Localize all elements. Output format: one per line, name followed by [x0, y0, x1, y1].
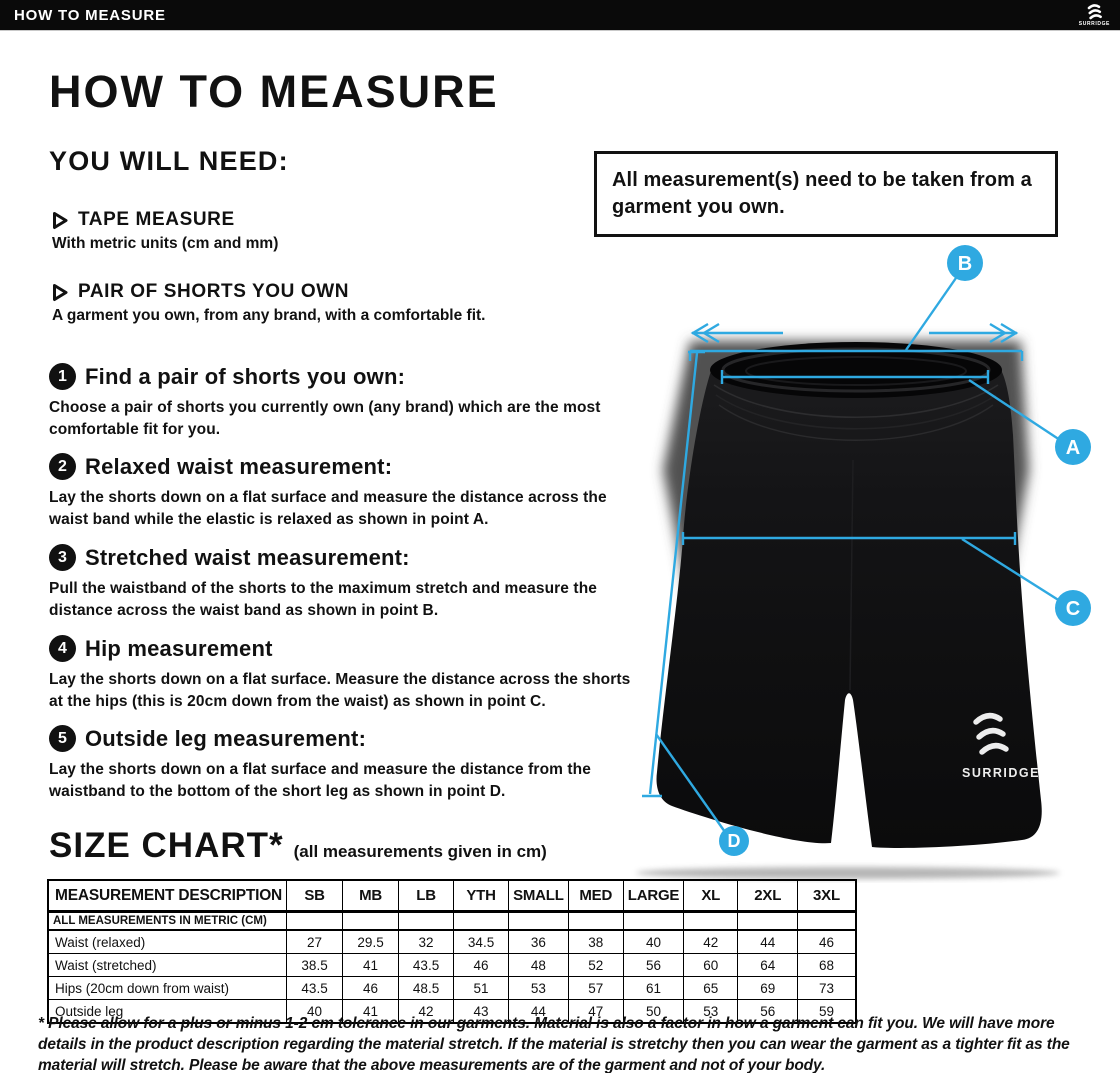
- value-cell: 44: [509, 1000, 569, 1024]
- step-title: Find a pair of shorts you own:: [85, 363, 406, 389]
- step-description: Lay the shorts down on a flat surface and measure the distance from the waistband to the bottom of the short leg as shown in point D.: [49, 761, 591, 801]
- value-cell: 41: [343, 954, 399, 977]
- top-bar-title: HOW TO MEASURE: [14, 6, 166, 24]
- row-label-cell: Waist (stretched): [48, 954, 287, 977]
- value-cell: 46: [454, 954, 509, 977]
- col-header-size: MB: [343, 880, 399, 912]
- step-3: [49, 544, 659, 623]
- empty-cell: [343, 912, 399, 931]
- size-chart-heading: [49, 826, 547, 866]
- value-cell: 46: [798, 930, 856, 954]
- value-cell: 43.5: [399, 954, 454, 977]
- garment-logo-text: SURRIDGE: [962, 766, 1040, 780]
- step-2: [49, 453, 659, 532]
- value-cell: 53: [684, 1000, 738, 1024]
- value-cell: 65: [684, 977, 738, 1000]
- measurement-note-box: All measurement(s) need to be taken from a garment you own.: [594, 151, 1058, 237]
- need-item-desc: With metric units (cm and mm): [52, 235, 279, 252]
- col-header-size: XL: [684, 880, 738, 912]
- step-title: Stretched waist measurement:: [85, 544, 410, 570]
- empty-cell: [454, 912, 509, 931]
- empty-cell: [399, 912, 454, 931]
- shorts-shadow: [636, 867, 1060, 879]
- need-item-shorts: [51, 281, 485, 325]
- value-cell: 59: [798, 1000, 856, 1024]
- size-chart-body: [48, 912, 856, 1024]
- value-cell: 47: [568, 1000, 623, 1024]
- need-item-tape-measure: [51, 209, 278, 253]
- value-cell: 43.5: [287, 977, 343, 1000]
- value-cell: 36: [509, 930, 569, 954]
- step-number-badge: 1: [49, 363, 76, 390]
- step-description: Lay the shorts down on a flat surface and measure the distance across the waist band while the elastic is relaxed as shown in point A.: [49, 489, 607, 529]
- empty-cell: [738, 912, 798, 931]
- col-header-size: 3XL: [798, 880, 856, 912]
- surridge-logo-icon: [1079, 4, 1110, 27]
- col-header-description: MEASUREMENT DESCRIPTION: [48, 880, 287, 912]
- value-cell: 38: [568, 930, 623, 954]
- you-will-need-heading: YOU WILL NEED:: [49, 146, 289, 176]
- step-title: Outside leg measurement:: [85, 725, 367, 751]
- value-cell: 68: [798, 954, 856, 977]
- page-title: HOW TO MEASURE: [49, 66, 499, 117]
- empty-cell: [509, 912, 569, 931]
- value-cell: 44: [738, 930, 798, 954]
- value-cell: 46: [343, 977, 399, 1000]
- value-cell: 43: [454, 1000, 509, 1024]
- unit-note-row: [48, 912, 856, 931]
- top-bar-brand-label: SURRIDGE: [1078, 20, 1110, 27]
- value-cell: 51: [454, 977, 509, 1000]
- value-cell: 38.5: [287, 954, 343, 977]
- value-cell: 52: [568, 954, 623, 977]
- step-5: [49, 725, 659, 804]
- size-chart-header: [48, 880, 856, 912]
- value-cell: 56: [738, 1000, 798, 1024]
- col-header-size: YTH: [454, 880, 509, 912]
- value-cell: 34.5: [454, 930, 509, 954]
- top-bar: [0, 0, 1120, 31]
- size-chart-table: [47, 879, 857, 1024]
- leader-line-b: [906, 278, 956, 350]
- need-item-desc: A garment you own, from any brand, with a comfortable fit.: [52, 307, 486, 324]
- row-label-cell: Hips (20cm down from waist): [48, 977, 287, 1000]
- value-cell: 27: [287, 930, 343, 954]
- step-number-badge: 5: [49, 725, 76, 752]
- table-row: [48, 954, 856, 977]
- value-cell: 60: [684, 954, 738, 977]
- row-label-cell: Outside leg: [48, 1000, 287, 1024]
- value-cell: 61: [623, 977, 684, 1000]
- value-cell: 32: [399, 930, 454, 954]
- step-title: Hip measurement: [85, 635, 273, 661]
- need-item-title: TAPE MEASURE: [78, 209, 235, 230]
- empty-cell: [623, 912, 684, 931]
- point-label-b: B: [957, 253, 973, 275]
- value-cell: 53: [509, 977, 569, 1000]
- table-row: [48, 977, 856, 1000]
- col-header-size: LARGE: [623, 880, 684, 912]
- value-cell: 42: [399, 1000, 454, 1024]
- shorts-measurement-diagram: [620, 238, 1120, 883]
- col-header-size: 2XL: [738, 880, 798, 912]
- step-number-badge: 2: [49, 453, 76, 480]
- table-row: [48, 930, 856, 954]
- need-item-title: PAIR OF SHORTS YOU OWN: [78, 281, 350, 302]
- point-label-c: C: [1065, 598, 1081, 620]
- empty-cell: [287, 912, 343, 931]
- col-header-size: LB: [399, 880, 454, 912]
- triangle-bullet-icon: [51, 211, 69, 230]
- value-cell: 40: [623, 930, 684, 954]
- col-header-size: SMALL: [509, 880, 569, 912]
- step-number-badge: 4: [49, 635, 76, 662]
- step-1: [49, 363, 659, 442]
- value-cell: 69: [738, 977, 798, 1000]
- tolerance-footnote: * Please allow for a plus or minus 1-2 cm tolerance in our garments. Material is also a factor in how a garment can fit you. We will have more details in the product description regarding the material stretch. If the material is stretchy then you can wear the garment as a tighter fit as the material will stretch. Please be aware that the above measurements are of the garment and not of your body.: [38, 1015, 1070, 1073]
- unit-note-cell: ALL MEASUREMENTS IN METRIC (CM): [48, 912, 287, 931]
- empty-cell: [798, 912, 856, 931]
- value-cell: 40: [287, 1000, 343, 1024]
- triangle-bullet-icon: [51, 283, 69, 302]
- value-cell: 42: [684, 930, 738, 954]
- size-chart-subtitle: (all measurements given in cm): [293, 842, 547, 861]
- point-label-d: D: [727, 831, 741, 851]
- empty-cell: [568, 912, 623, 931]
- empty-cell: [684, 912, 738, 931]
- value-cell: 64: [738, 954, 798, 977]
- value-cell: 29.5: [343, 930, 399, 954]
- value-cell: 50: [623, 1000, 684, 1024]
- value-cell: 73: [798, 977, 856, 1000]
- step-number-badge: 3: [49, 544, 76, 571]
- surridge-s-icon: [1082, 4, 1106, 22]
- value-cell: 48: [509, 954, 569, 977]
- step-description: Pull the waistband of the shorts to the maximum stretch and measure the distance across the waist band as shown in point B.: [49, 580, 597, 620]
- step-description: Choose a pair of shorts you currently own (any brand) which are the most comfortable fit for you.: [49, 399, 601, 439]
- col-header-size: MED: [568, 880, 623, 912]
- col-header-size: SB: [287, 880, 343, 912]
- value-cell: 56: [623, 954, 684, 977]
- value-cell: 57: [568, 977, 623, 1000]
- value-cell: 41: [343, 1000, 399, 1024]
- step-description: Lay the shorts down on a flat surface. Measure the distance across the shorts at the hips (this is 20cm down from the waist) as shown in point C.: [49, 671, 631, 711]
- row-label-cell: Waist (relaxed): [48, 930, 287, 954]
- point-label-a: A: [1065, 437, 1081, 459]
- value-cell: 48.5: [399, 977, 454, 1000]
- step-title: Relaxed waist measurement:: [85, 453, 393, 479]
- size-chart-title: SIZE CHART*: [49, 826, 284, 865]
- step-4: [49, 635, 659, 714]
